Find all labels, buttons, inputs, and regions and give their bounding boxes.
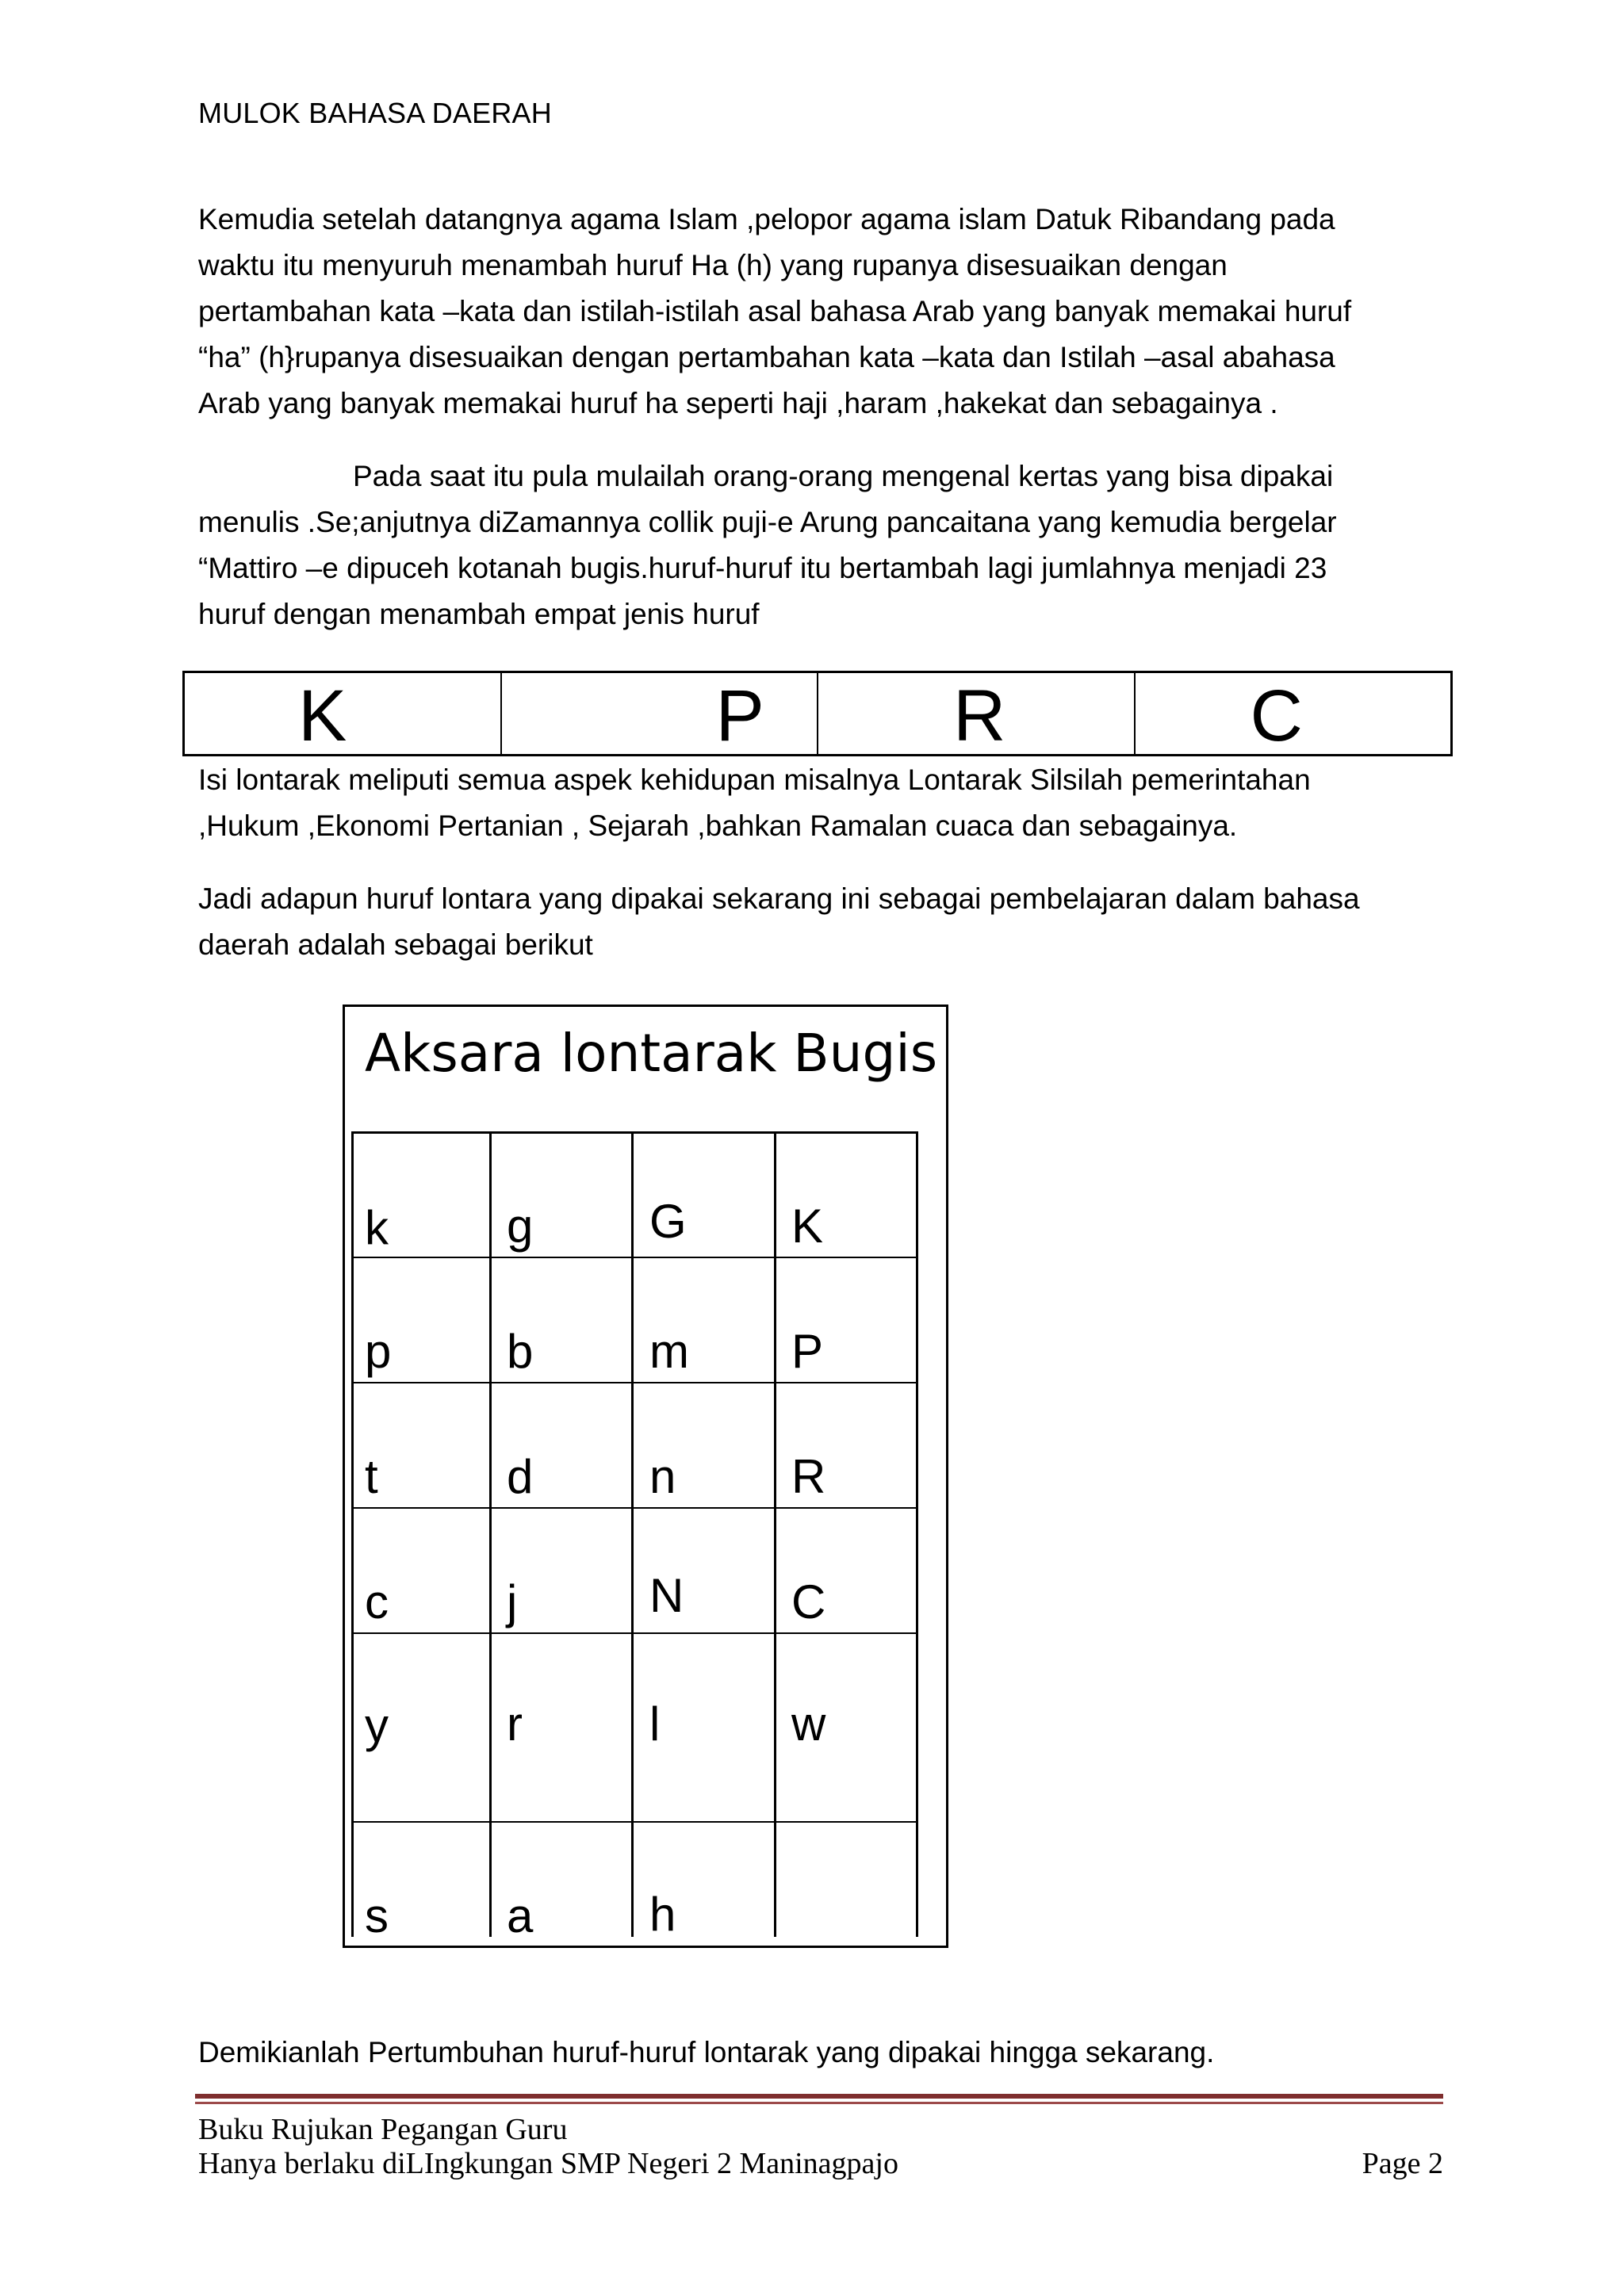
added-letter-cell: [1136, 673, 1451, 754]
aksara-letter: a: [507, 1889, 534, 1942]
aksara-letter: t: [365, 1450, 378, 1503]
aksara-title: Aksara lontarak Bugis: [365, 1023, 938, 1084]
aksara-letter: s: [365, 1889, 389, 1942]
text-line: daerah adalah sebagai berikut: [198, 928, 593, 961]
grid-line: [351, 1507, 918, 1509]
footer-school-note: Hanya berlaku diLIngkungan SMP Negeri 2 Maninagpajo: [198, 2147, 898, 2180]
text-line: waktu itu menyuruh menambah huruf Ha (h) yang rupanya disesuaikan dengan: [198, 249, 1228, 281]
grid-line: [351, 1131, 918, 1134]
aksara-letter: p: [365, 1325, 392, 1378]
grid-line: [351, 1131, 354, 1937]
footer-rule: [195, 2094, 1443, 2099]
aksara-letter: P: [791, 1325, 824, 1378]
added-letter-cell: [502, 673, 819, 754]
aksara-letter: y: [365, 1699, 389, 1752]
text-line: Isi lontarak meliputi semua aspek kehidupan misalnya Lontarak Silsilah pemerintahan: [198, 763, 1311, 796]
paragraph-current-letters: [198, 876, 1435, 968]
aksara-letter: G: [649, 1195, 687, 1248]
aksara-letter: l: [649, 1697, 661, 1751]
added-letter-cell: [185, 673, 502, 754]
text-line: pertambahan kata –kata dan istilah-istilah asal bahasa Arab yang banyak memakai huruf: [198, 295, 1352, 327]
page-header: MULOK BAHASA DAERAH: [198, 97, 552, 129]
aksara-letter: R: [791, 1450, 826, 1503]
aksara-letter: d: [507, 1450, 534, 1503]
text-line: menulis .Se;anjutnya diZamannya collik puji-e Arung pancaitana yang kemudia bergelar: [198, 506, 1337, 538]
aksara-letter: h: [649, 1888, 676, 1941]
grid-line: [351, 1821, 918, 1823]
footer-book-title: Buku Rujukan Pegangan Guru: [198, 2113, 568, 2146]
aksara-letter: j: [507, 1575, 518, 1628]
aksara-letter: C: [791, 1575, 826, 1628]
text-line: Kemudia setelah datangnya agama Islam ,pelopor agama islam Datuk Ribandang pada: [198, 203, 1335, 235]
added-letter: P: [715, 675, 764, 756]
aksara-letter: m: [649, 1325, 689, 1378]
paragraph-islam-origin: [198, 197, 1435, 427]
text-line: huruf dengan menambah empat jenis huruf: [198, 598, 760, 630]
grid-line: [774, 1131, 776, 1937]
paragraph-paper-era: [198, 453, 1435, 637]
aksara-letter: k: [365, 1201, 389, 1254]
text-line: “ha” (h}rupanya disesuaikan dengan pertambahan kata –kata dan Istilah –asal abahasa: [198, 341, 1335, 373]
aksara-letter: c: [365, 1575, 389, 1628]
closing-sentence: [198, 2030, 1435, 2076]
aksara-letter: r: [507, 1697, 523, 1751]
text-line: Jadi adapun huruf lontara yang dipakai sekarang ini sebagai pembelajaran dalam bahasa: [198, 882, 1360, 915]
added-letter: K: [298, 675, 347, 756]
grid-line: [351, 1382, 918, 1383]
grid-line: [351, 1257, 918, 1258]
text-line: Pada saat itu pula mulailah orang-orang mengenal kertas yang bisa dipakai: [353, 460, 1334, 492]
aksara-letter: b: [507, 1325, 534, 1378]
added-letters-table: [182, 671, 1453, 756]
page-number: Page 2: [1362, 2147, 1443, 2180]
added-letter: R: [953, 675, 1006, 756]
grid-line: [351, 1632, 918, 1634]
text-line: “Mattiro –e dipuceh kotanah bugis.huruf-huruf itu bertambah lagi jumlahnya menjadi 23: [198, 552, 1327, 584]
footer-rule: [195, 2102, 1443, 2104]
grid-line: [489, 1131, 492, 1937]
aksara-letter: N: [649, 1569, 684, 1622]
aksara-letter: n: [649, 1450, 676, 1503]
grid-line: [916, 1131, 918, 1937]
grid-line: [631, 1131, 634, 1937]
paragraph-lontarak-content: [198, 757, 1435, 849]
aksara-letter: K: [791, 1200, 824, 1253]
text-line: Demikianlah Pertumbuhan huruf-huruf lontarak yang dipakai hingga sekarang.: [198, 2036, 1215, 2068]
aksara-letter: g: [507, 1200, 534, 1253]
text-line: ,Hukum ,Ekonomi Pertanian , Sejarah ,bahkan Ramalan cuaca dan sebagainya.: [198, 809, 1238, 842]
added-letter-cell: [818, 673, 1136, 754]
added-letter: C: [1250, 675, 1303, 756]
aksara-grid: [351, 1131, 918, 1942]
text-line: Arab yang banyak memakai huruf ha seperti haji ,haram ,hakekat dan sebagainya .: [198, 387, 1278, 419]
aksara-box: [343, 1004, 948, 1948]
aksara-letter: w: [791, 1697, 826, 1751]
